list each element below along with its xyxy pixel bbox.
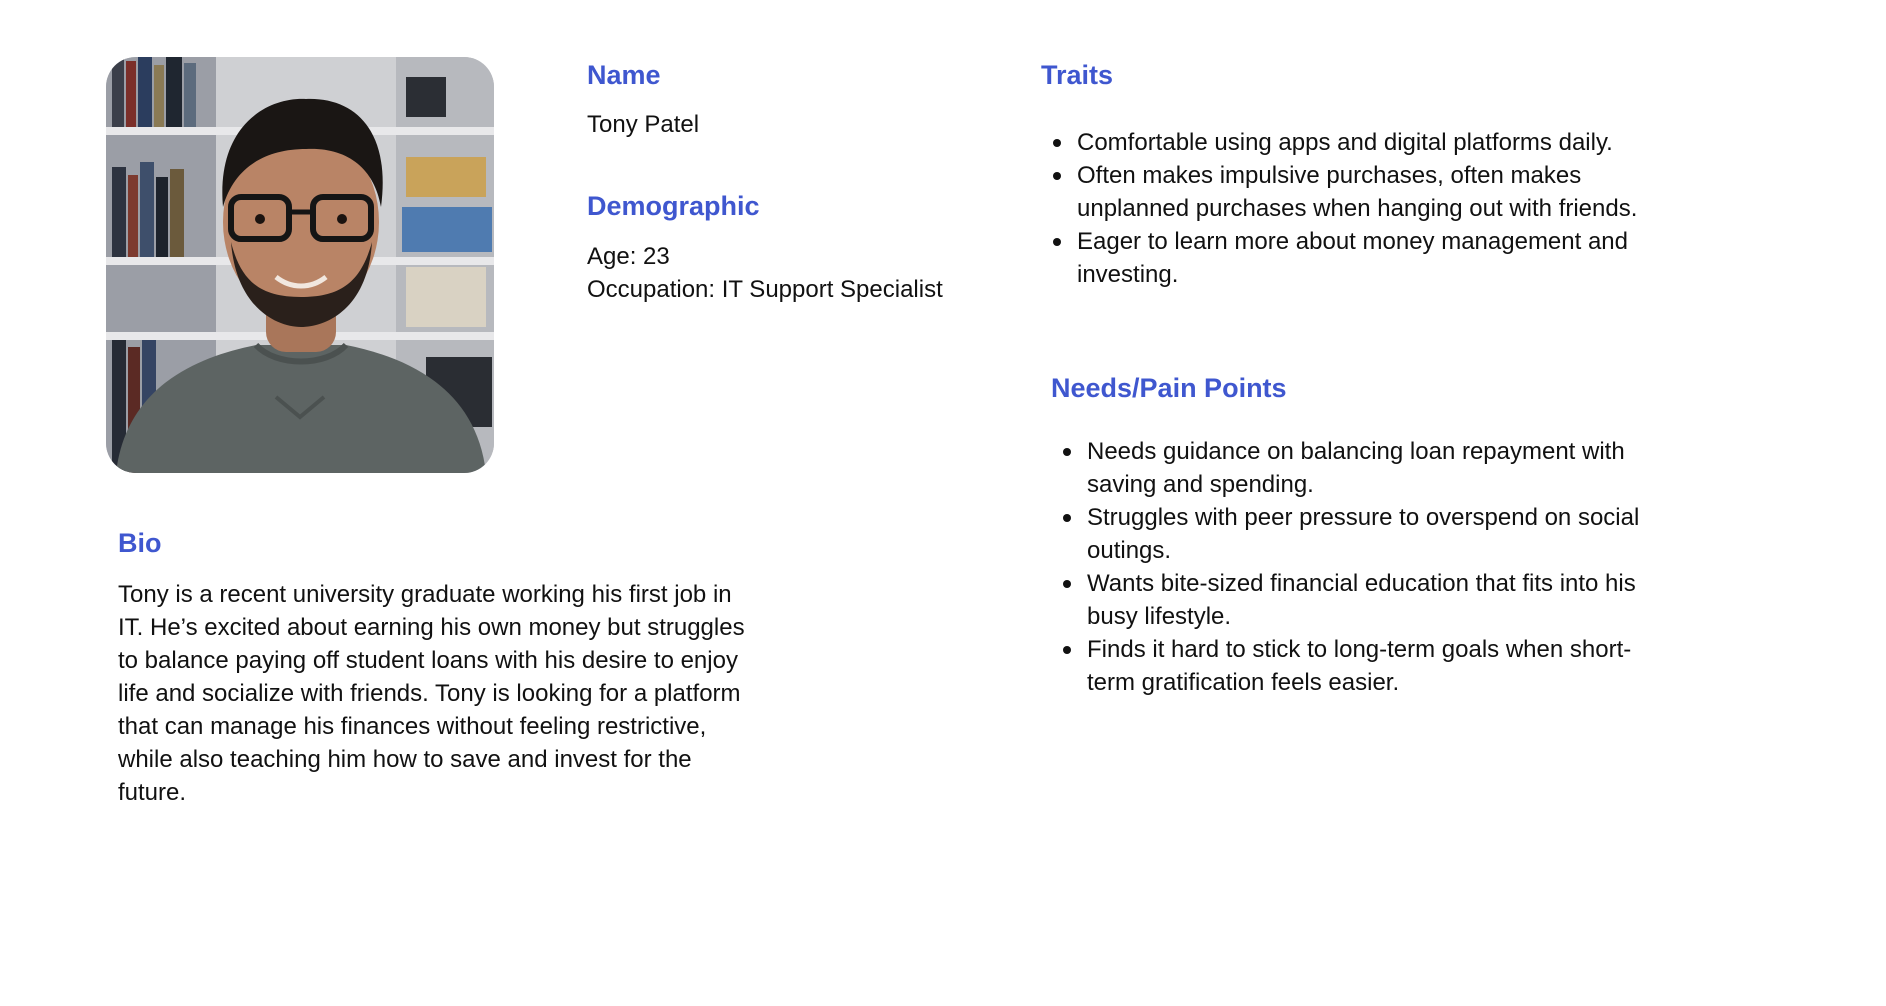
list-item: Finds it hard to stick to long-term goals when short-term gratification feels easier.	[1087, 633, 1647, 699]
list-item: Eager to learn more about money management and investing.	[1077, 225, 1697, 291]
list-item: Often makes impulsive purchases, often makes unplanned purchases when hanging out with friends.	[1077, 159, 1697, 225]
needs-list	[1051, 435, 1647, 699]
bio-heading: Bio	[118, 528, 162, 558]
bio-text: Tony is a recent university graduate working his first job in IT. He’s excited about earning his own money but struggles to balance paying off student loans with his desire to enjoy life and socialize with friends. Tony is looking for a platform that can manage his finances without feeling restrictive, while also teaching him how to save and invest for the future.	[118, 581, 745, 806]
person-portrait-photo-icon	[106, 57, 494, 473]
profile-photo	[106, 57, 494, 473]
demographic-heading: Demographic	[587, 191, 760, 221]
demographic-occupation: Occupation: IT Support Specialist	[587, 276, 943, 303]
list-item: Wants bite-sized financial education that fits into his busy lifestyle.	[1087, 567, 1647, 633]
name-value: Tony Patel	[587, 111, 700, 138]
list-item: Struggles with peer pressure to overspend on social outings.	[1087, 501, 1647, 567]
needs-heading: Needs/Pain Points	[1051, 373, 1287, 403]
list-item: Needs guidance on balancing loan repayment with saving and spending.	[1087, 435, 1647, 501]
traits-heading: Traits	[1041, 60, 1114, 90]
traits-list	[1041, 126, 1697, 291]
name-heading: Name	[587, 60, 661, 90]
demographic-age: Age: 23	[587, 243, 670, 270]
list-item: Comfortable using apps and digital platforms daily.	[1077, 126, 1697, 159]
